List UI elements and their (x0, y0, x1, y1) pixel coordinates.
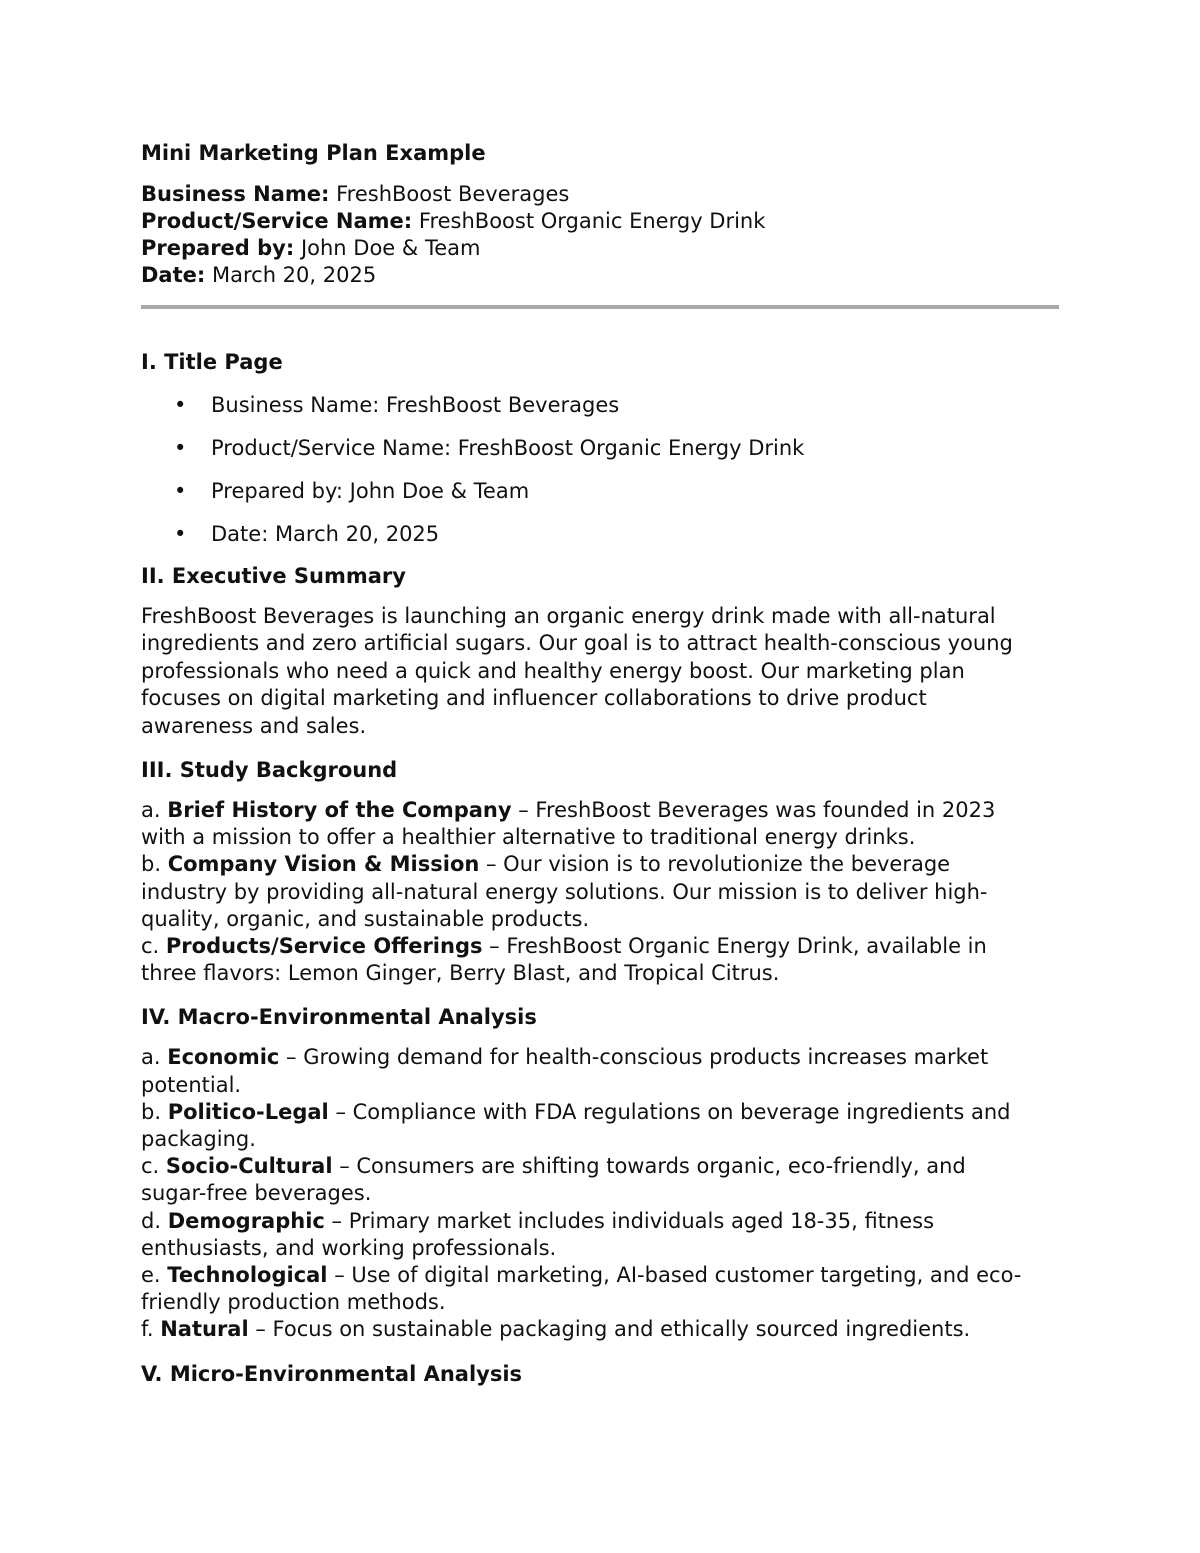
study-item-history (141, 797, 1059, 851)
item-text: enthusiasts, and working professionals. (141, 1235, 557, 1260)
bullet-icon: • (174, 436, 187, 460)
paragraph-line: focuses on digital marketing and influencer collaborations to drive product (141, 686, 927, 711)
item-prefix: a. (141, 1045, 168, 1070)
document-title: Mini Marketing Plan Example (141, 141, 486, 165)
executive-summary-paragraph (141, 603, 1059, 740)
macro-environment-items (141, 1044, 1059, 1343)
item-prefix: b. (141, 1099, 168, 1124)
item-text: potential. (141, 1072, 242, 1097)
meta-product-name (141, 208, 1059, 235)
meta-date (141, 262, 1059, 289)
meta-value: March 20, 2025 (211, 263, 377, 287)
list-item-text: Product/Service Name: FreshBoost Organic Energy Drink (211, 436, 805, 460)
item-text: with a mission to offer a healthier alternative to traditional energy drinks. (141, 825, 916, 850)
item-term: Economic (167, 1045, 280, 1070)
item-text: – FreshBoost Beverages was founded in 2023 (511, 798, 996, 823)
meta-label: Prepared by: (141, 236, 295, 260)
item-prefix: b. (141, 852, 168, 877)
meta-label: Product/Service Name: (141, 209, 413, 233)
list-item-text: Business Name: FreshBoost Beverages (211, 393, 620, 417)
study-item-vision-mission (141, 851, 1059, 933)
paragraph-line: FreshBoost Beverages is launching an organic energy drink made with all-natural (141, 604, 996, 628)
meta-label: Date: (141, 263, 206, 287)
item-text: – Our vision is to revolutionize the beverage (479, 852, 951, 877)
study-item-offerings (141, 933, 1059, 987)
meta-business-name (141, 181, 1059, 208)
macro-item-politico-legal (141, 1099, 1059, 1153)
item-text: packaging. (141, 1127, 256, 1152)
item-text: – Focus on sustainable packaging and ethically sourced ingredients. (248, 1317, 971, 1342)
meta-value: FreshBoost Beverages (336, 182, 570, 206)
item-text: – Use of digital marketing, AI-based customer targeting, and eco- (327, 1263, 1022, 1288)
meta-value: John Doe & Team (300, 236, 481, 260)
item-prefix: d. (141, 1208, 168, 1233)
item-term: Technological (167, 1263, 328, 1288)
item-text: – Consumers are shifting towards organic, eco-friendly, and (332, 1154, 966, 1179)
paragraph-line: awareness and sales. (141, 713, 367, 738)
item-text: industry by providing all-natural energy solutions. Our mission is to deliver high- (141, 879, 988, 904)
list-item (141, 434, 1059, 462)
item-prefix: c. (141, 934, 166, 959)
item-term: Demographic (167, 1208, 325, 1233)
document-page (141, 138, 1059, 1389)
item-text: – FreshBoost Organic Energy Drink, available in (482, 934, 987, 959)
item-term: Products/Service Offerings (165, 934, 483, 959)
item-term: Natural (160, 1317, 249, 1342)
item-term: Brief History of the Company (167, 798, 512, 823)
macro-item-technological (141, 1262, 1059, 1316)
item-text: – Primary market includes individuals aged 18-35, fitness (324, 1208, 935, 1233)
item-term: Socio-Cultural (165, 1154, 333, 1179)
macro-item-natural (141, 1316, 1059, 1343)
section-heading-executive-summary: II. Executive Summary (141, 564, 406, 588)
item-text: friendly production methods. (141, 1290, 446, 1315)
macro-item-demographic (141, 1208, 1059, 1262)
item-prefix: a. (141, 798, 168, 823)
item-text: three flavors: Lemon Ginger, Berry Blast, and Tropical Citrus. (141, 961, 780, 986)
item-prefix: f. (141, 1317, 161, 1342)
section-heading-study-background: III. Study Background (141, 758, 398, 783)
bullet-icon: • (174, 393, 187, 417)
title-page-list (141, 391, 1059, 548)
item-prefix: c. (141, 1154, 166, 1179)
macro-item-economic (141, 1044, 1059, 1098)
bullet-icon: • (174, 479, 187, 503)
item-text: quality, organic, and sustainable products. (141, 906, 590, 931)
item-text: – Compliance with FDA regulations on beverage ingredients and (328, 1099, 1011, 1124)
item-prefix: e. (141, 1263, 168, 1288)
list-item (141, 520, 1059, 548)
section-heading-micro-environment: V. Micro-Environmental Analysis (141, 1361, 523, 1386)
list-item (141, 391, 1059, 419)
list-item-text: Date: March 20, 2025 (211, 522, 440, 546)
meta-prepared-by (141, 235, 1059, 262)
paragraph-line: professionals who need a quick and healthy energy boost. Our marketing plan (141, 658, 965, 683)
study-background-items (141, 797, 1059, 987)
macro-item-socio-cultural (141, 1153, 1059, 1207)
section-heading-title-page: I. Title Page (141, 350, 283, 374)
item-text: – Growing demand for health-conscious products increases market (279, 1045, 989, 1070)
paragraph-line: ingredients and zero artificial sugars. Our goal is to attract health-conscious young (141, 631, 1013, 656)
document-meta (141, 181, 1059, 289)
meta-label: Business Name: (141, 182, 330, 206)
horizontal-divider (141, 305, 1059, 309)
list-item (141, 477, 1059, 505)
bullet-icon: • (174, 522, 187, 546)
item-term: Politico-Legal (167, 1099, 329, 1124)
item-text: sugar-free beverages. (141, 1181, 372, 1206)
meta-value: FreshBoost Organic Energy Drink (418, 209, 766, 233)
section-heading-macro-environment: IV. Macro-Environmental Analysis (141, 1005, 537, 1030)
item-term: Company Vision & Mission (167, 852, 480, 877)
list-item-text: Prepared by: John Doe & Team (211, 479, 530, 503)
